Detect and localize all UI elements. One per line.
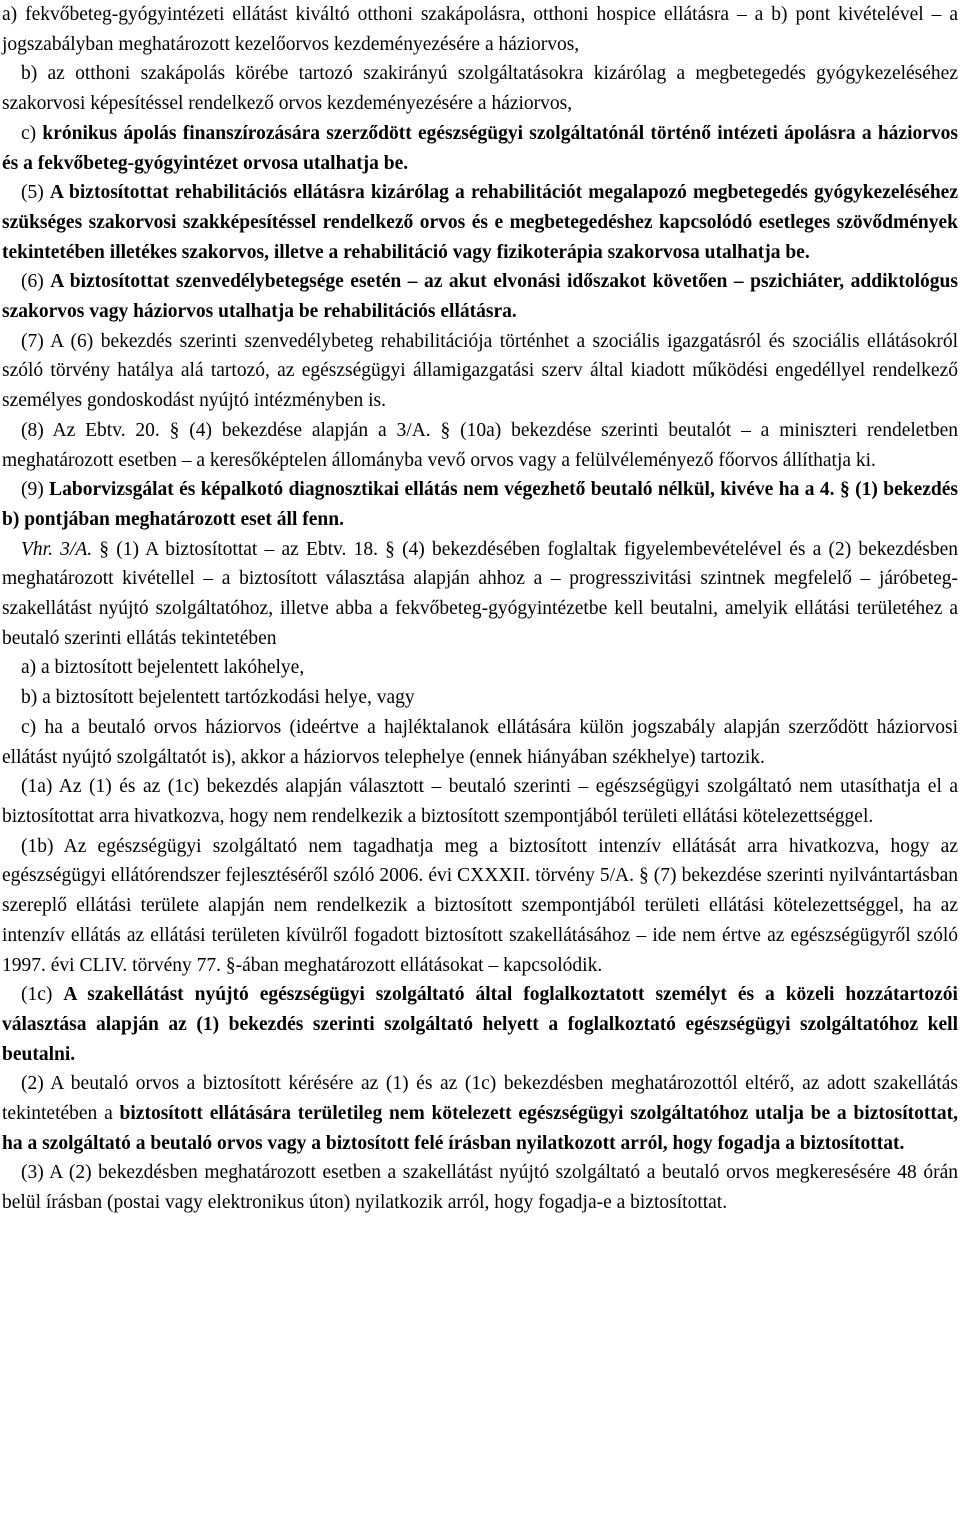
text-run: a) fekvőbeteg-gyógyintézeti ellátást kiváltó otthoni szakápolásra, otthoni hospice ellátásra – a b) pont kivételével – a jogszabályban meghatározott kezelőorvos kezdeményezésére a háziorvos, — [2, 4, 958, 55]
text-run: c) ha a beutaló orvos háziorvos (ideértve a hajléktalanok ellátására külön jogszabály alapján szerződött háziorvosi ellátást nyújtó szolgáltatót is), akkor a háziorvos telephelye (ennek hiányában székhelye) tartozik. — [2, 716, 958, 768]
text-run: § (1) A biztosítottat – az Ebtv. 18. § (4) bekezdésében foglaltak figyelembevételével és a (2) bekezdésben meghatározott kivétellel – a biztosított választása alapján ahhoz a – progresszivitási szintnek megfelelő – járóbeteg-szakellátást nyújtó szolgáltatóhoz, illetve abba a fekvőbeteg-gyógyintézetbe kell beutalni, amelyik ellátási területéhez a beutaló szerinti ellátás tekintetében — [2, 538, 958, 649]
paragraph — [2, 178, 958, 267]
bold-text: krónikus ápolás finanszírozására szerződött egészségügyi szolgáltatónál történő intézeti ápolásra a háziorvos és a fekvőbeteg-gyógyintézet orvosa utalhatja be. — [2, 122, 958, 174]
paragraph — [2, 59, 958, 118]
paragraph — [2, 713, 958, 772]
paragraph — [2, 119, 958, 178]
paragraph — [2, 832, 958, 981]
text-run: (1b) Az egészségügyi szolgáltató nem tagadhatja meg a biztosított intenzív ellátását arra hivatkozva, hogy az egészségügyi ellátórendszer fejlesztéséről szóló 2006. évi CXXXII. törvény 5/A. § (7) bekezdése szerinti nyilvántartásban szereplő ellátási területe alapján nem rendelkezik a biztosított szempontjából területi ellátási kötelezettséggel, ha az intenzív ellátás az ellátási területen kívülről fogadott biztosított szakellátásához – ide nem értve az egészségügyről szóló 1997. évi CLIV. törvény 77. §-ában meghatározott ellátásokat – kapcsolódik. — [2, 835, 958, 976]
paragraph — [2, 416, 958, 475]
paragraph — [2, 653, 958, 683]
paragraph — [2, 267, 958, 326]
paragraph — [2, 1069, 958, 1158]
text-run: (5) — [21, 182, 50, 204]
paragraph — [2, 683, 958, 713]
paragraph — [2, 980, 958, 1069]
text-run: b) az otthoni szakápolás körébe tartozó szakirányú szolgáltatásokra kizárólag a megbetegedés gyógykezeléséhez szakorvosi képesítéssel rendelkező orvos kezdeményezésére a háziorvos, — [2, 63, 958, 115]
bold-text: A szakellátást nyújtó egészségügyi szolgáltató által foglalkoztatott személyt és a közeli hozzátartozói választása alapján az (1) bekezdés szerinti szolgáltató helyett a foglalkoztató egészségügyi szolgáltatóhoz kell beutalni. — [2, 984, 958, 1065]
text-run: (2) A beutaló orvos a biztosított kérésére az (1) és az (1c) bekezdésben meghatározottól eltérő, az adott szakellátás tekintetében a — [2, 1073, 958, 1125]
text-run: a) a biztosított bejelentett lakóhelye, — [21, 657, 305, 679]
text-run: (1c) — [21, 984, 64, 1006]
paragraph — [2, 0, 958, 59]
text-run: c) — [21, 122, 43, 144]
paragraph — [2, 327, 958, 416]
bold-text: biztosított ellátására területileg nem kötelezett egészségügyi szolgáltatóhoz utalja be a biztosítottat, ha a szolgáltató a beutaló orvos vagy a biztosított felé írásban nyilatkozott arról, hogy fogadja a biztosítottat. — [2, 1103, 958, 1154]
paragraph — [2, 1158, 958, 1217]
bold-text: A biztosítottat rehabilitációs ellátásra kizárólag a rehabilitációt megalapozó megbetegedés gyógykezeléséhez szükséges szakorvosi szakképesítéssel rendelkező orvos és e megbetegedéshez kapcsolódó esetleges szövődmények tekintetében illetékes szakorvos, illetve a rehabilitáció vagy fizikoterápia szakorvosa utalhatja be. — [2, 182, 958, 263]
italic-text: Vhr. 3/A. — [21, 538, 93, 560]
paragraph — [2, 475, 958, 534]
paragraph — [2, 535, 958, 654]
text-run: b) a biztosított bejelentett tartózkodási helye, vagy — [21, 687, 415, 709]
text-run: (7) A (6) bekezdés szerinti szenvedélybeteg rehabilitációja történhet a szociális igazgatásról és szociális ellátásokról szóló törvény hatálya alá tartozó, az egészségügyi államigazgatási szerv által kiadott működési engedéllyel rendelkező személyes gondoskodást nyújtó intézményben is. — [2, 330, 958, 412]
bold-text: Laborvizsgálat és képalkotó diagnosztikai ellátás nem végezhető beutaló nélkül, kivéve ha a 4. § (1) bekezdés b) pontjában meghatározott eset áll fenn. — [2, 479, 958, 530]
text-run: (6) — [21, 271, 51, 293]
text-run: (9) — [21, 479, 50, 501]
bold-text: A biztosítottat szenvedélybetegsége esetén – az akut elvonási időszakot követően – pszichiáter, addiktológus szakorvos vagy háziorvos utalhatja be rehabilitációs ellátásra. — [2, 271, 958, 323]
text-run: (8) Az Ebtv. 20. § (4) bekezdése alapján a 3/A. § (10a) bekezdése szerinti beutalót – a miniszteri rendeletben meghatározott esetben – a keresőképtelen állományba vevő orvos vagy a felülvéleményező főorvos állíthatja ki. — [2, 419, 958, 471]
paragraph — [2, 772, 958, 831]
text-run: (3) A (2) bekezdésben meghatározott esetben a szakellátást nyújtó szolgáltató a beutaló orvos megkeresésére 48 órán belül írásban (postai vagy elektronikus úton) nyilatkozik arról, hogy fogadja-e a biztosítottat. — [2, 1162, 958, 1214]
text-run: (1a) Az (1) és az (1c) bekezdés alapján választott – beutaló szerinti – egészségügyi szolgáltató nem utasíthatja el a biztosítottat arra hivatkozva, hogy nem rendelkezik a biztosított szempontjából területi ellátási kötelezettséggel. — [2, 776, 958, 827]
